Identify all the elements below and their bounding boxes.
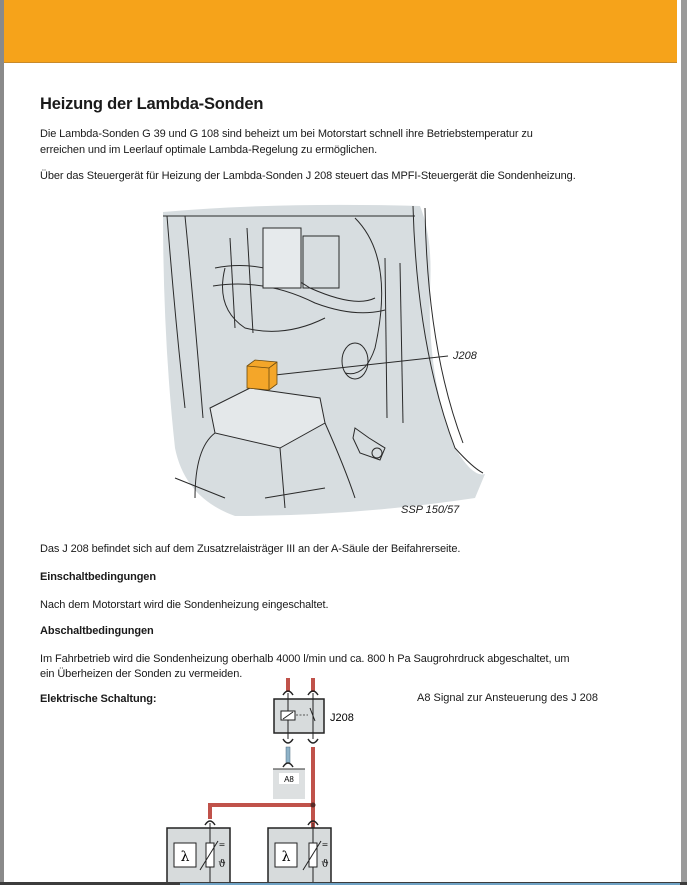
relay-location-figure: [155, 198, 490, 528]
page-border-left: [0, 0, 4, 885]
wire-top-right: [311, 678, 315, 692]
figure-caption: SSP 150/57: [401, 504, 460, 516]
svg-text:=: =: [218, 840, 226, 849]
switch-off-heading: Abschaltbedingungen: [40, 625, 154, 637]
circuit-heading: Elektrische Schaltung:: [40, 693, 157, 705]
switch-on-paragraph: Nach dem Motorstart wird die Sondenheizung eingeschaltet.: [40, 599, 329, 611]
intro-line-1: Die Lambda-Sonden G 39 und G 108 sind beheizt um bei Motorstart schnell ihre Betriebstemperatur zu: [40, 128, 533, 140]
page-border-right: [681, 0, 687, 885]
relay-j208-highlight: [247, 360, 277, 390]
switch-off-line-1: Im Fahrbetrieb wird die Sondenheizung oberhalb 4000 l/min und ca. 800 h Pa Saugrohrdruck abgeschaltet, um: [40, 653, 570, 665]
svg-text:ϑ: ϑ: [218, 859, 226, 870]
relay-j208-label: J208: [330, 712, 354, 724]
callout-j208: J208: [453, 350, 477, 362]
legend-a8: A8 Signal zur Ansteuerung des J 208: [417, 692, 599, 704]
control-paragraph: Über das Steuergerät für Heizung der Lambda-Sonden J 208 steuert das MPFI-Steuergerät die Sondenheizung.: [40, 170, 576, 182]
wiring-diagram: [160, 675, 360, 885]
header-banner: [4, 0, 677, 63]
switch-off-line-2: ein Überheizen der Sonden zu vermeiden.: [40, 668, 243, 680]
lambda-sensor-g39: [167, 823, 230, 885]
lambda-sensor-g108: [268, 823, 331, 885]
intro-line-2: erreichen und im Leerlauf optimale Lambda-Regelung zu ermöglichen.: [40, 144, 378, 156]
page-title: Heizung der Lambda-Sonden: [40, 95, 264, 113]
switch-on-heading: Einschaltbedingungen: [40, 571, 156, 583]
svg-text:ϑ: ϑ: [321, 859, 329, 870]
wire-signal: [286, 747, 290, 763]
svg-text:λ: λ: [281, 849, 291, 865]
svg-text:λ: λ: [180, 849, 190, 865]
wire-horizontal: [208, 803, 315, 807]
wire-top-left: [286, 678, 290, 692]
circuit-schematic: [160, 675, 360, 885]
a-pillar-illustration: [155, 198, 490, 528]
location-paragraph: Das J 208 befindet sich auf dem Zusatzrelaisträger III an der A-Säule der Beifahrerseite.: [40, 543, 461, 555]
svg-text:=: =: [321, 840, 329, 849]
signal-a8-label: A8: [284, 775, 294, 784]
